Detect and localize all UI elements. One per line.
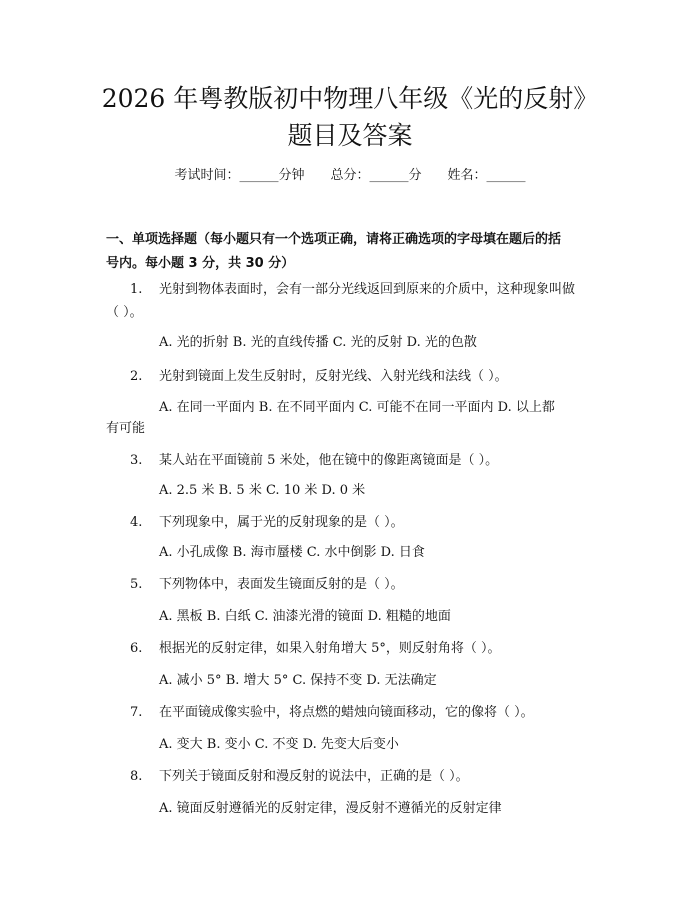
question-number: 8. [130,769,143,784]
section-heading-line-1: 一、单项选择题（每小题只有一个选项正确，请将正确选项的字母填在题后的括 [106,232,562,247]
question-options-continued: 有可能 [106,421,146,436]
question-text: 下列现象中，属于光的反射现象的是（ ）。 [159,515,404,530]
section-heading-line-2: 号内。每小题 3 分，共 30 分） [106,256,295,271]
question-options: A. 小孔成像 B. 海市蜃楼 C. 水中倒影 D. 日食 [159,545,425,560]
question-text: 下列关于镜面反射和漫反射的说法中，正确的是（ ）。 [159,769,469,784]
question-text-continued: （ ）。 [106,305,143,320]
question-options: A. 变大 B. 变小 C. 不变 D. 先变大后变小 [159,737,399,752]
document-title-line-2: 题目及答案 [287,121,413,150]
question-text: 根据光的反射定律，如果入射角增大 5°，则反射角将（ ）。 [159,641,501,656]
question-text: 在平面镜成像实验中，将点燃的蜡烛向镜面移动，它的像将（ ）。 [159,705,534,720]
question-text: 光射到物体表面时，会有一部分光线返回到原来的介质中，这种现象叫做 [159,282,576,297]
question-options: A. 2.5 米 B. 5 米 C. 10 米 D. 0 米 [159,483,366,498]
question-number: 6. [130,641,143,656]
question-options: A. 在同一平面内 B. 在不同平面内 C. 可能不在同一平面内 D. 以上都 [159,400,555,415]
student-name-field: 姓名：______ [447,168,526,183]
exam-info-line [0,166,700,186]
question-text: 某人站在平面镜前 5 米处，他在镜中的像距离镜面是（ ）。 [159,453,499,468]
question-number: 3. [130,453,143,468]
section-heading [106,228,600,276]
question-number: 1. [130,282,143,297]
question-text: 光射到镜面上发生反射时，反射光线、入射光线和法线（ ）。 [159,369,508,384]
question-options: A. 光的折射 B. 光的直线传播 C. 光的反射 D. 光的色散 [159,335,477,350]
question-text: 下列物体中，表面发生镜面反射的是（ ）。 [159,577,404,592]
total-score-field: 总分：______分 [330,168,422,183]
question-options: A. 镜面反射遵循光的反射定律，漫反射不遵循光的反射定律 [159,801,502,816]
question-number: 4. [130,515,143,530]
question-number: 2. [130,369,143,384]
document-title-line-1: 2026 年粤教版初中物理八年级《光的反射》 [101,84,599,113]
question-options: A. 减小 5° B. 增大 5° C. 保持不变 D. 无法确定 [159,673,437,688]
question-number: 5. [130,577,143,592]
exam-time-field: 考试时间：______分钟 [174,168,305,183]
question-options: A. 黑板 B. 白纸 C. 油漆光滑的镜面 D. 粗糙的地面 [159,609,451,624]
question-number: 7. [130,705,143,720]
